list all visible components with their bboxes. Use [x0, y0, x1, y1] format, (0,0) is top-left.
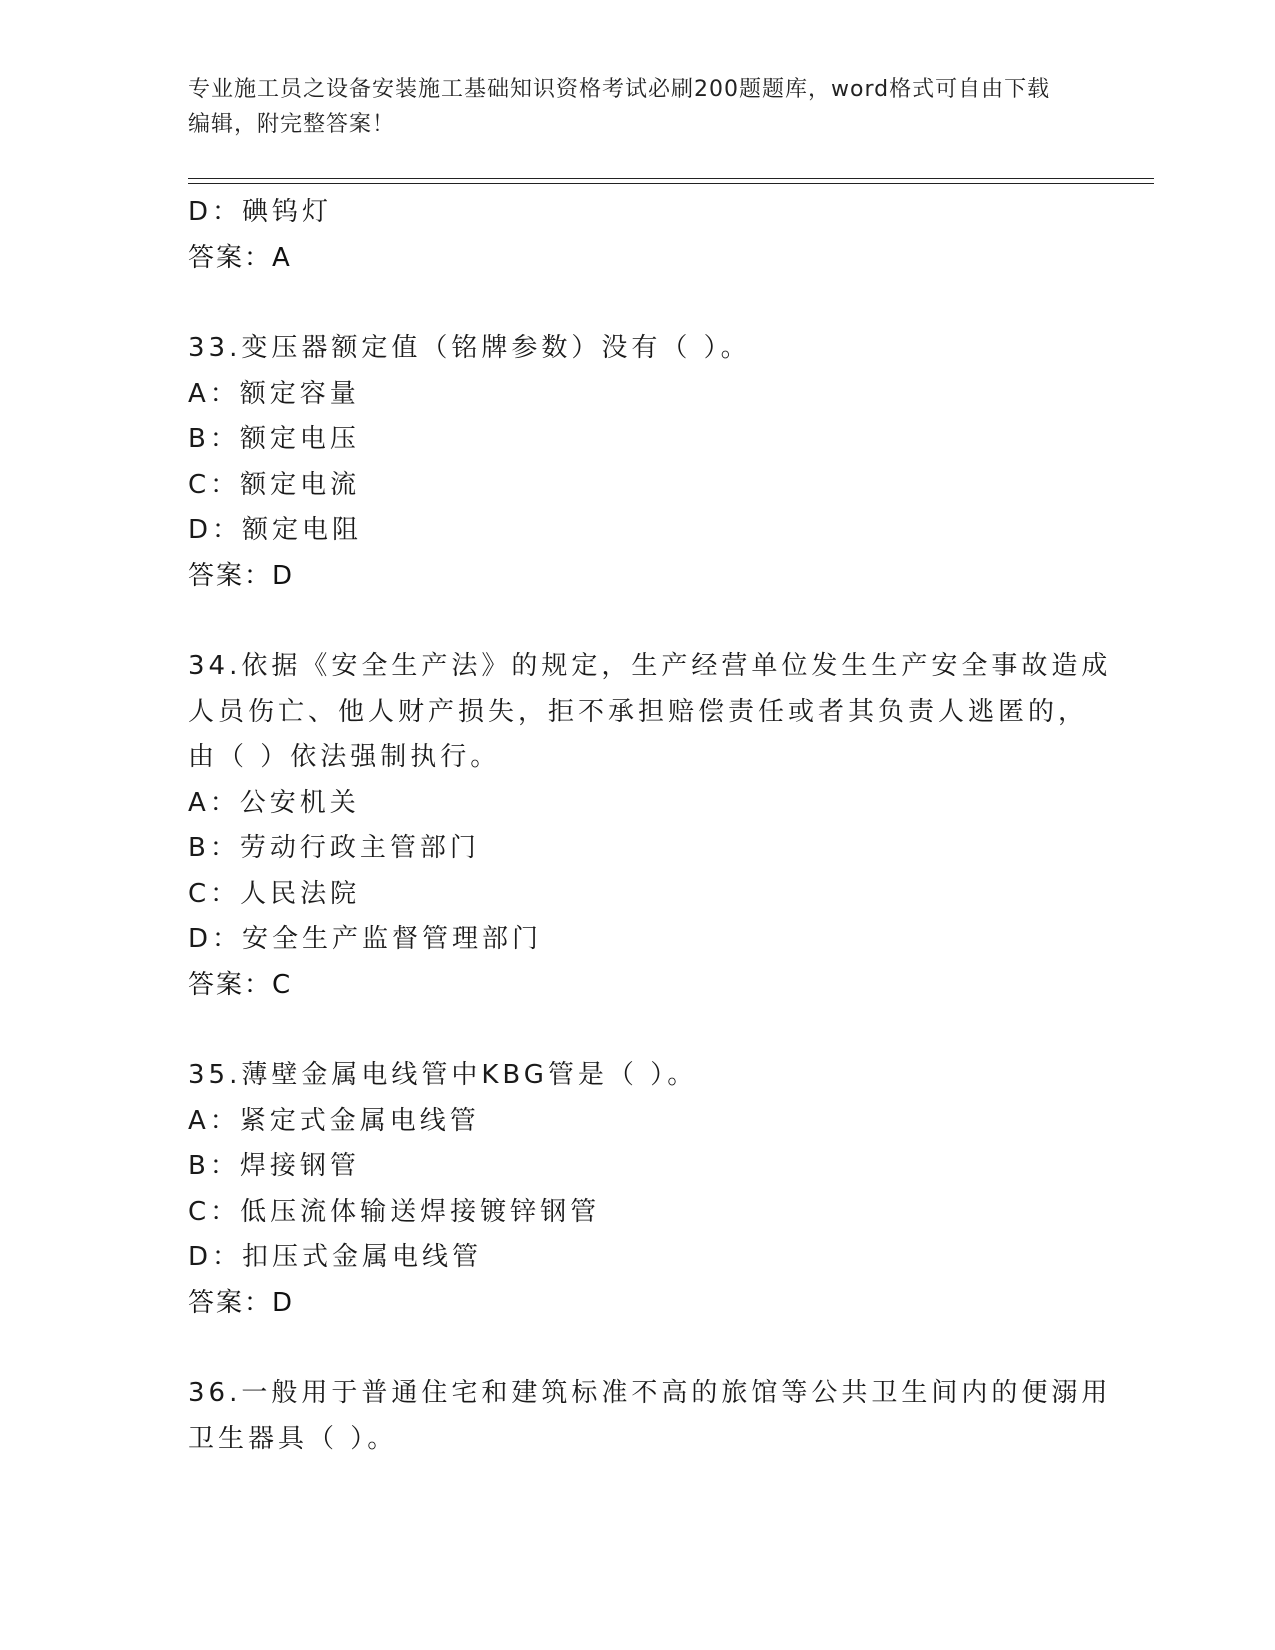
question-stem: 33.变压器额定值（铭牌参数）没有（ ）。: [188, 333, 751, 363]
question-stem-line: 由（ ）依法强制执行。: [188, 742, 501, 772]
option-d: D：安全生产监督管理部门: [188, 924, 543, 954]
question-content: [188, 190, 1112, 1462]
answer-line: [188, 1281, 1088, 1327]
spacer: [188, 1326, 1088, 1371]
option-b: B：劳动行政主管部门: [188, 833, 480, 863]
question-stem-line: 36.一般用于普通住宅和建筑标准不高的旅馆等公共卫生间内的便溺用: [188, 1378, 1112, 1408]
option-d: D：额定电阻: [188, 515, 363, 545]
option-a: A：额定容量: [188, 378, 360, 409]
spacer: [188, 281, 1088, 326]
header-divider: [188, 178, 1154, 179]
answer-line: [188, 236, 1088, 282]
question-stem-line: 卫生器具（ ）。: [188, 1423, 398, 1454]
option-c: C：额定电流: [188, 469, 361, 500]
answer-label: 答案：: [188, 560, 273, 591]
answer-label: 答案：: [188, 1287, 273, 1318]
option-a: A：公安机关: [188, 787, 360, 818]
option-c: C：人民法院: [188, 878, 361, 909]
option-d: D：碘钨灯: [188, 197, 333, 227]
answer-label: 答案：: [188, 969, 273, 1000]
option-d: D：扣压式金属电线管: [188, 1242, 483, 1272]
answer-line: [188, 963, 1088, 1009]
spacer: [188, 599, 1088, 644]
answer-value: A: [272, 242, 291, 273]
option-c: C：低压流体输送焊接镀锌钢管: [188, 1196, 601, 1227]
answer-line: [188, 554, 1088, 600]
answer-label: 答案：: [188, 242, 273, 273]
question-stem-line: 人员伤亡、他人财产损失，拒不承担赔偿责任或者其负责人逃匿的，: [188, 696, 1089, 727]
option-b: B：额定电压: [188, 424, 360, 454]
question-stem-line: 34.依据《安全生产法》的规定，生产经营单位发生生产安全事故造成: [188, 651, 1112, 681]
answer-value: C: [272, 969, 292, 1000]
option-a: A：紧定式金属电线管: [188, 1105, 480, 1136]
spacer: [188, 1008, 1088, 1053]
answer-value: D: [272, 560, 294, 591]
option-b: B：焊接钢管: [188, 1151, 360, 1181]
header-divider-second: [188, 183, 1154, 184]
question-stem: 35.薄壁金属电线管中KBG管是（ ）。: [188, 1060, 698, 1090]
answer-value: D: [272, 1287, 294, 1318]
document-header-title: 专业施工员之设备安装施工基础知识资格考试必刷200题题库，word格式可自由下载编辑，附完整答案！: [188, 77, 1051, 137]
